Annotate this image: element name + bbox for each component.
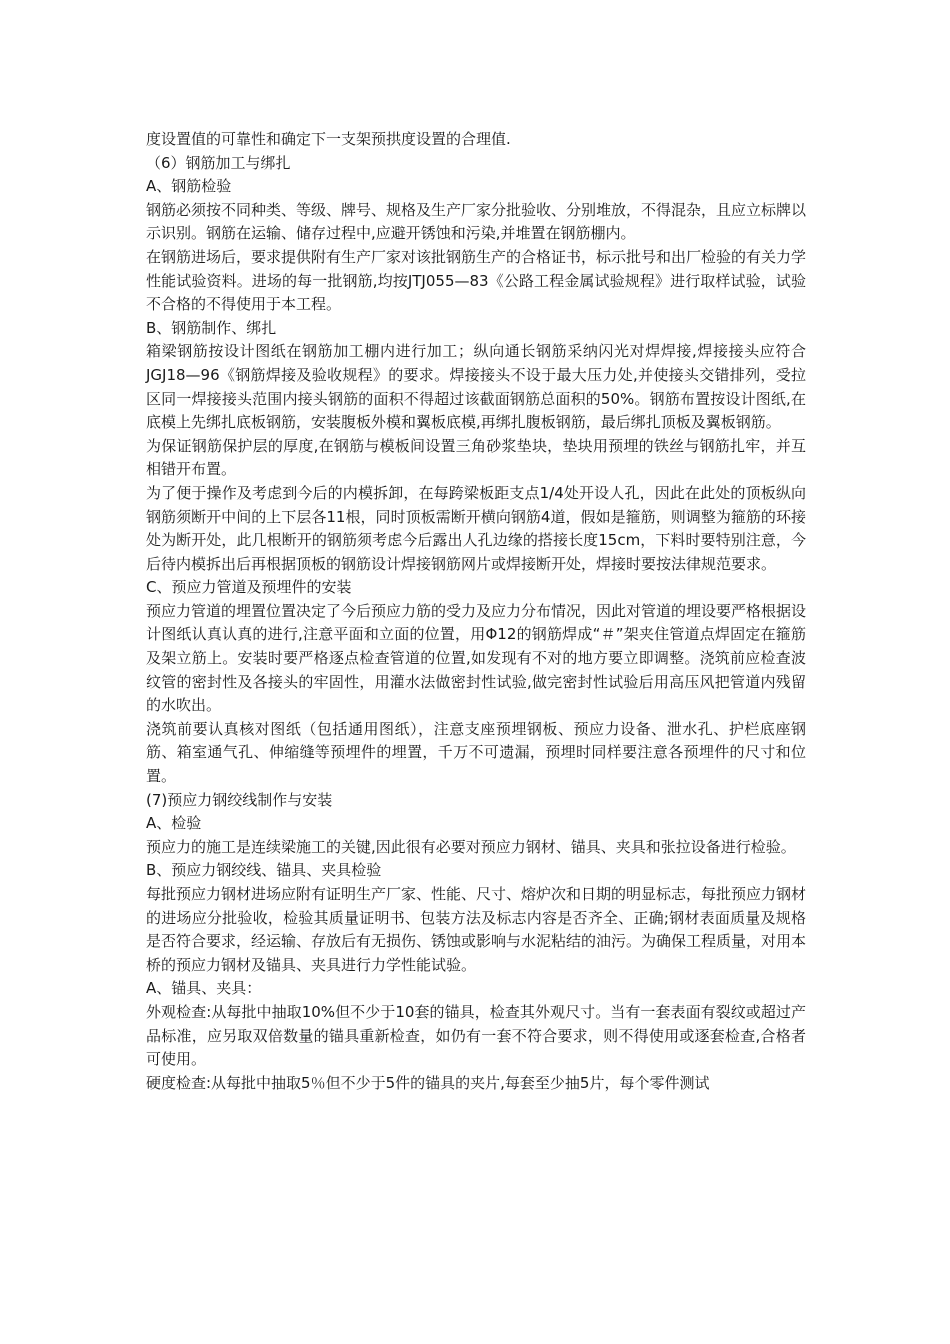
paragraph: 预应力的施工是连续梁施工的关键,因此很有必要对预应力钢材、锚具、夹具和张拉设备进行检验。 — [146, 837, 796, 856]
paragraph: 在钢筋进场后，要求提供附有生产厂家对该批钢筋生产的合格证书，标示批号和出厂检验的有关力学性能试验资料。进场的每一批钢筋,均按JTJ055—83《公路工程金属试验规程》进行取样试验，试验不合格的不得使用于本工程。 — [146, 247, 807, 314]
document-page — [146, 128, 806, 1095]
subsection-heading: A、钢筋检验 — [146, 177, 232, 196]
paragraph: 硬度检查:从每批中抽取5％但不少于5件的锚具的夹片,每套至少抽5片，每个零件测试 — [146, 1073, 710, 1092]
section-heading: （6）钢筋加工与绑扎 — [146, 153, 291, 172]
paragraph: 为了便于操作及考虑到今后的内模拆卸，在每跨梁板距支点1/4处开设人孔，因此在此处的顶板纵向钢筋须断开中间的上下层各11根，同时顶板需断开横向钢筋4道，假如是箍筋，则调整为箍筋的环接处为断开处，此几根断开的钢筋须考虑今后露出人孔边缘的搭接长度15cm，下料时要特别注意，今后待内模拆出后再根据顶板的钢筋设计焊接钢筋网片或焊接断开处，焊接时要按法律规范要求。 — [146, 483, 806, 573]
paragraph: 预应力管道的埋置位置决定了今后预应力筋的受力及应力分布情况，因此对管道的埋设要严格根据设计图纸认真认真的进行,注意平面和立面的位置，用Φ12的钢筋焊成“＃”架夹住管道点焊固定在箍筋及架立筋上。安装时要严格逐点检查管道的位置,如发现有不对的地方要立即调整。浇筑前应检查波纹管的密封性及各接头的牢固性，用灌水法做密封性试验,做完密封性试验后用高压风把管道内残留的水吹出。 — [146, 601, 807, 715]
paragraph: 外观检查:从每批中抽取10%但不少于10套的锚具，检查其外观尺寸。当有一套表面有裂纹或超过产品标准，应另取双倍数量的锚具重新检查，如仍有一套不符合要求，则不得使用或逐套检查,合格者可使用。 — [146, 1002, 806, 1069]
subsection-heading: A、锚具、夹具： — [146, 979, 262, 998]
subsection-heading: B、钢筋制作、绑扎 — [146, 318, 277, 337]
paragraph: 为保证钢筋保护层的厚度,在钢筋与模板间设置三角砂浆垫块，垫块用预埋的铁丝与钢筋扎牢，并互相错开布置。 — [146, 436, 806, 479]
paragraph: 箱梁钢筋按设计图纸在钢筋加工棚内进行加工；纵向通长钢筋采纳闪光对焊焊接,焊接接头应符合JGJ18—96《钢筋焊接及验收规程》的要求。焊接接头不设于最大压力处,并使接头交错排列，受拉区同一焊接接头范围内接头钢筋的面积不得超过该截面钢筋总面积的50%。钢筋布置按设计图纸,在底模上先绑扎底板钢筋，安装腹板外模和翼板底模,再绑扎腹板钢筋，最后绑扎顶板及翼板钢筋。 — [146, 342, 806, 432]
paragraph: 度设置值的可靠性和确定下一支架预拱度设置的合理值. — [146, 130, 511, 148]
subsection-heading: C、预应力管道及预埋件的安装 — [146, 578, 352, 597]
subsection-heading: A、检验 — [146, 814, 202, 833]
section-heading: (7)预应力钢绞线制作与安装 — [146, 790, 333, 809]
paragraph: 每批预应力钢材进场应附有证明生产厂家、性能、尺寸、熔炉次和日期的明显标志，每批预应力钢材的进场应分批验收，检验其质量证明书、包装方法及标志内容是否齐全、正确;钢材表面质量及规格是否符合要求，经运输、存放后有无损伤、锈蚀或影响与水泥粘结的油污。为确保工程质量，对用本桥的预应力钢材及锚具、夹具进行力学性能试验。 — [146, 885, 807, 974]
subsection-heading: B、预应力钢绞线、锚具、夹具检验 — [146, 861, 382, 880]
paragraph: 钢筋必须按不同种类、等级、牌号、规格及生产厂家分批验收、分别堆放，不得混杂，且应立标牌以示识别。钢筋在运输、储存过程中,应避开锈蚀和污染,并堆置在钢筋棚内。 — [146, 200, 807, 243]
paragraph: 浇筑前要认真核对图纸（包括通用图纸），注意支座预埋钢板、预应力设备、泄水孔、护栏底座钢筋、箱室通气孔、伸缩缝等预埋件的埋置，千万不可遗漏，预埋时同样要注意各预埋件的尺寸和位置。 — [146, 719, 806, 786]
